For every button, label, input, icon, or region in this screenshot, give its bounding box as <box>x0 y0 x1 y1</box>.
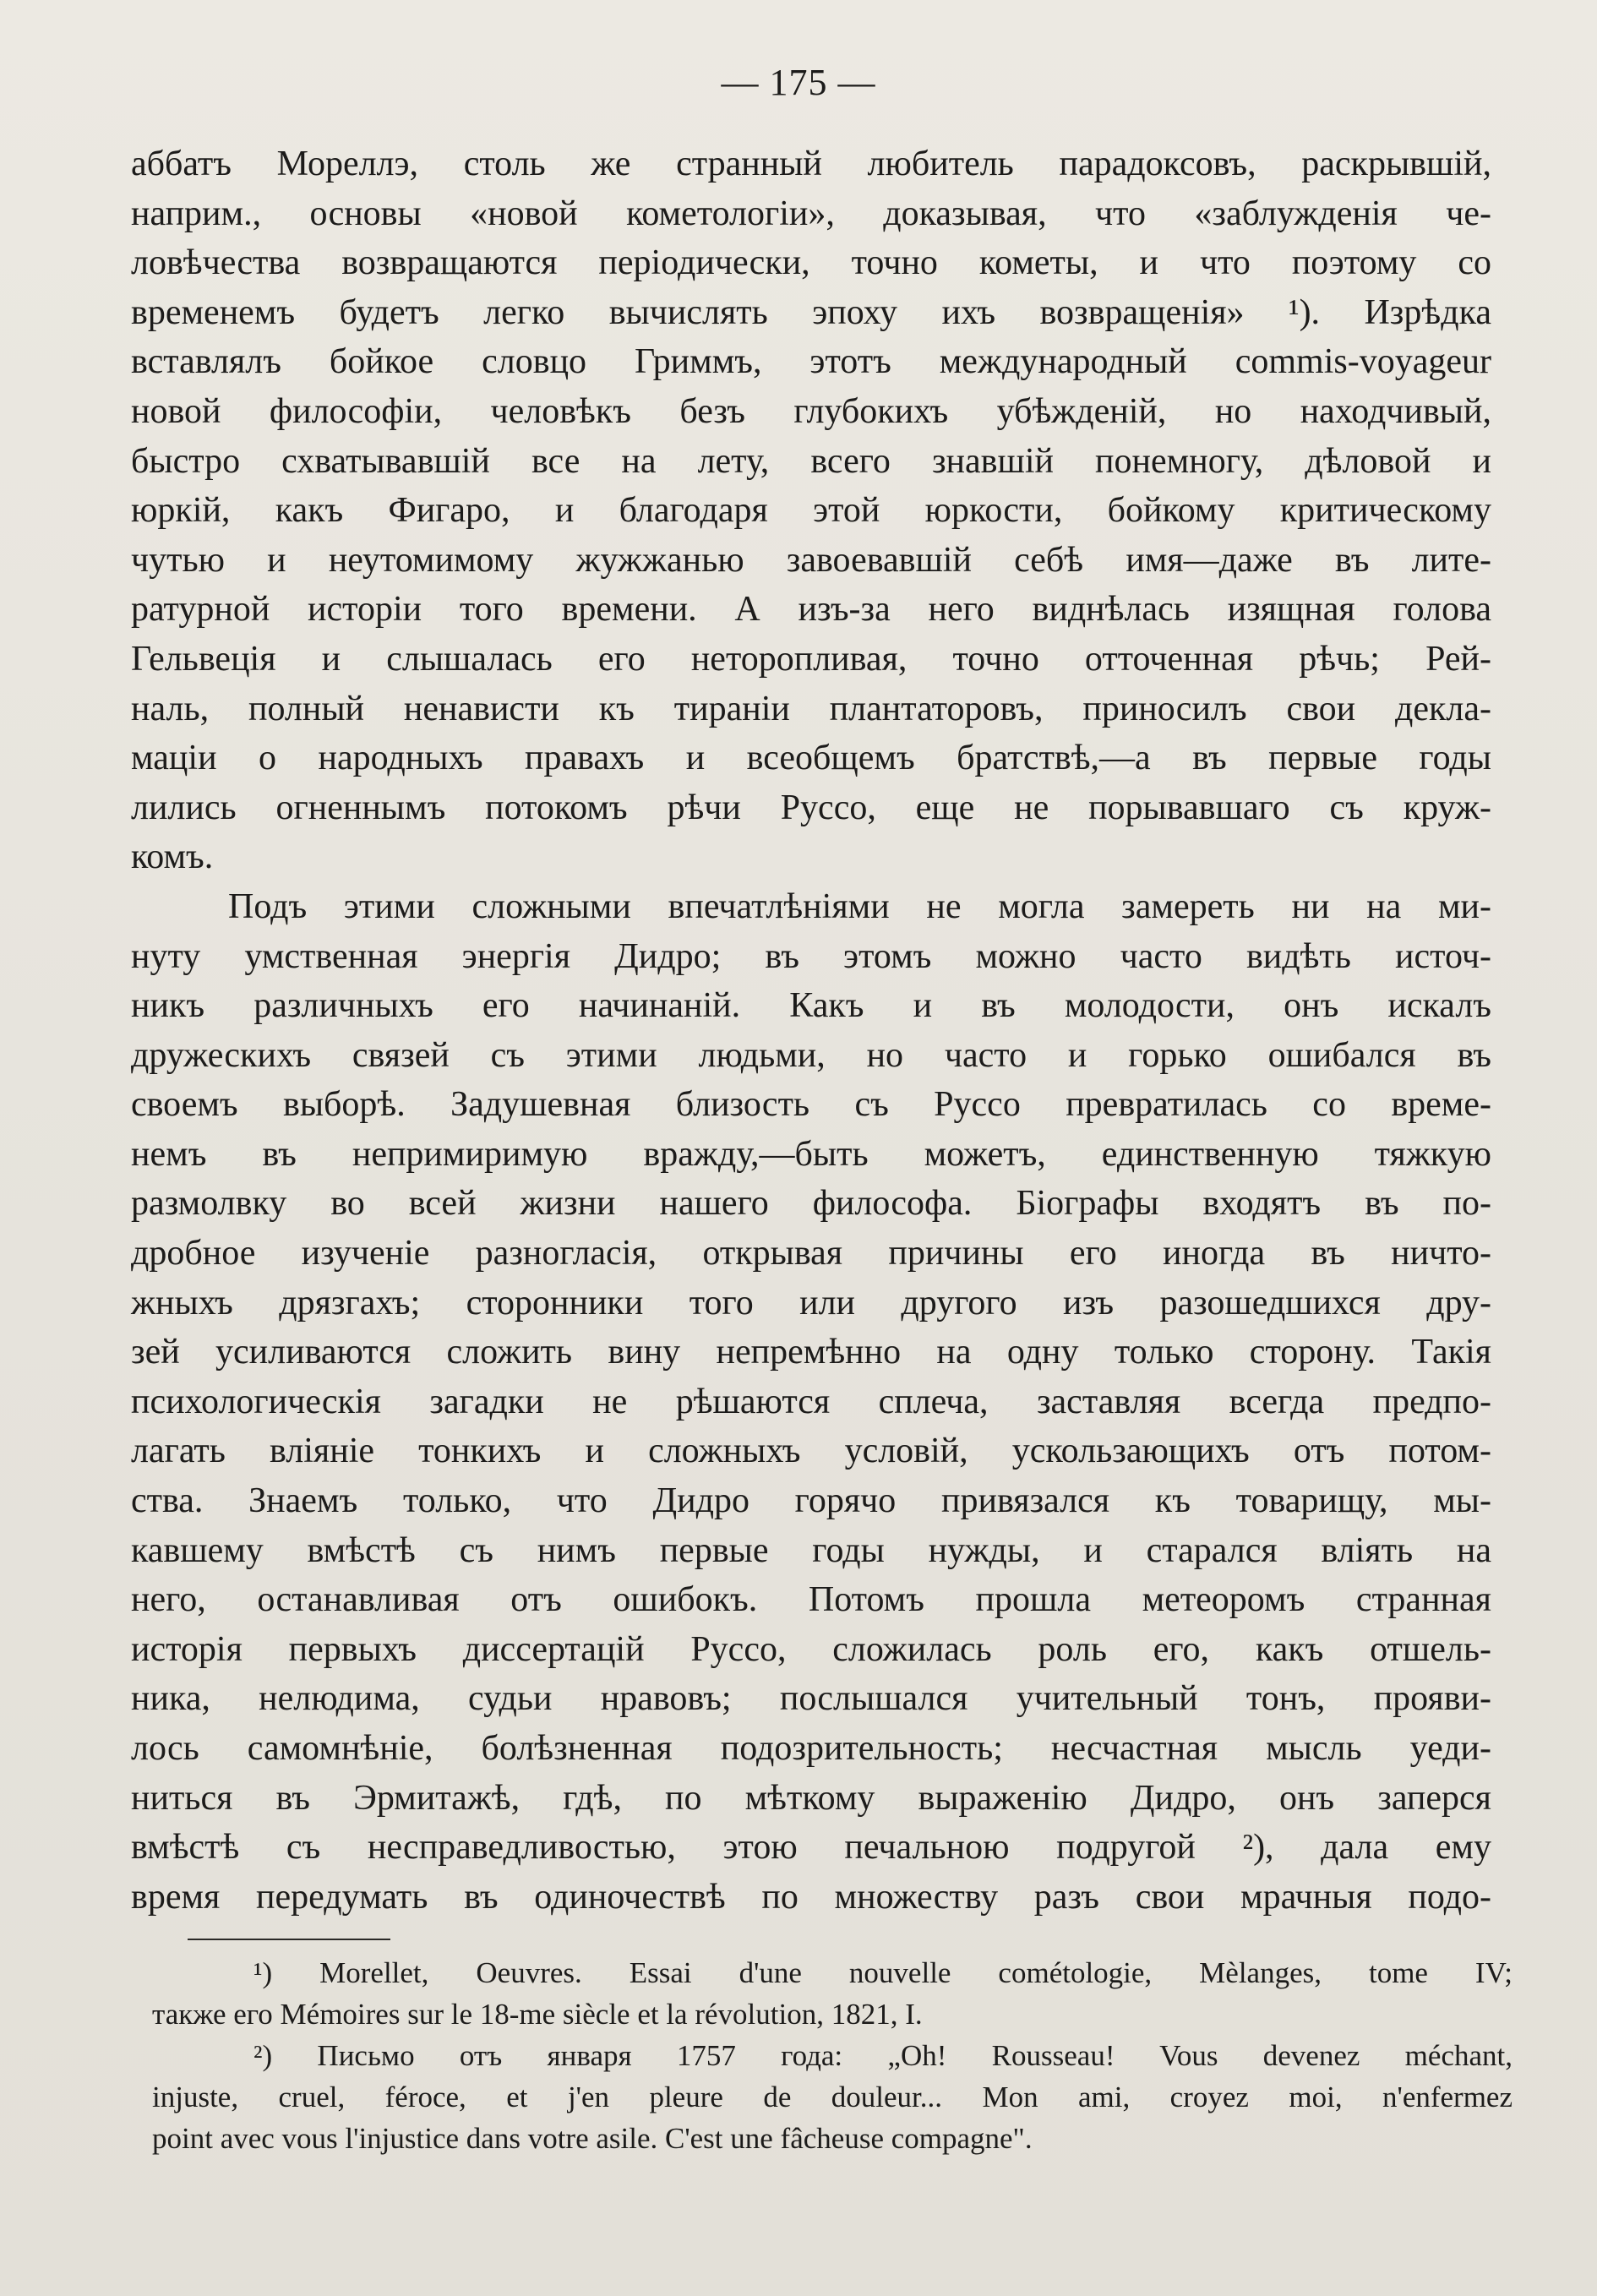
paragraph-2 <box>131 882 1491 1922</box>
text-line: никъ различныхъ его начинаній. Какъ и въ молодости, онъ искалъ <box>131 986 1491 1026</box>
footnote-divider <box>188 1939 390 1940</box>
body-text <box>131 139 1491 1922</box>
text-line: исторія первыхъ диссертацій Руссо, сложилась роль его, какъ отшель- <box>131 1629 1491 1669</box>
text-line: кавшему вмѣстѣ съ нимъ первые годы нужды, и старался вліять на <box>131 1530 1491 1570</box>
text-line: новой философіи, человѣкъ безъ глубокихъ убѣжденій, но находчивый, <box>131 391 1491 431</box>
text-line: Подъ этими сложными впечатлѣніями не могла замереть ни на ми- <box>228 886 1491 926</box>
text-line: лагать вліяніе тонкихъ и сложныхъ условій, ускользающихъ отъ потом- <box>131 1432 1491 1471</box>
footnote-1 <box>152 1952 1513 2035</box>
text-line: своемъ выборѣ. Задушевная близость съ Руссо превратилась со време- <box>131 1085 1491 1125</box>
page-number: — 175 — <box>721 62 876 103</box>
text-line: него, останавливая отъ ошибокъ. Потомъ прошла метеоромъ странная <box>131 1580 1491 1620</box>
text-line: ника, нелюдима, судьи нравовъ; послышался учительный тонъ, прояви- <box>131 1679 1491 1719</box>
text-line: комъ. <box>131 837 214 877</box>
footnotes <box>152 1952 1513 2159</box>
text-line: немъ въ непримиримую вражду,—быть можетъ, единственную тяжкую <box>131 1134 1491 1174</box>
text-line: наль, полный ненависти къ тираніи плантаторовъ, приносилъ свои декла- <box>131 689 1491 728</box>
text-line: зей усиливаются сложить вину непремѣнно на одну только сторону. Такія <box>131 1333 1491 1372</box>
text-line: чутью и неутомимому жужжанью завоевавшій себѣ имя—даже въ лите- <box>131 540 1491 580</box>
footnote-2 <box>152 2035 1513 2159</box>
text-line: вставлялъ бойкое словцо Гриммъ, этотъ международный commis-voyageur <box>131 342 1491 382</box>
text-line: лось самомнѣніе, болѣзненная подозрительность; несчастная мысль уеди- <box>131 1729 1491 1768</box>
text-line: дробное изученіе разногласія, открывая причины его иногда въ ничто- <box>131 1234 1491 1273</box>
text-line: Гельвеція и слышалась его неторопливая, точно отточенная рѣчь; Рей- <box>131 639 1491 679</box>
text-line: лились огненнымъ потокомъ рѣчи Руссо, еще не порывавшаго съ круж- <box>131 788 1491 827</box>
text-line: ловѣчества возвращаются періодически, точно кометы, и что поэтому со <box>131 243 1491 283</box>
text-line: жныхъ дрязгахъ; сторонники того или другого изъ разошедшихся дру- <box>131 1283 1491 1323</box>
text-line: маціи о народныхъ правахъ и всеобщемъ братствѣ,—а въ первые годы <box>131 739 1491 778</box>
text-line: ратурной исторіи того времени. А изъ-за него виднѣлась изящная голова <box>131 590 1491 630</box>
text-line: наприм., основы «новой кометологіи», доказывая, что «заблужденія че- <box>131 194 1491 233</box>
text-line: аббатъ Мореллэ, столь же странный любитель парадоксовъ, раскрывшій, <box>131 145 1491 183</box>
text-line: временемъ будетъ легко вычислять эпоху ихъ возвращенія» ¹). Изрѣдка <box>131 292 1491 332</box>
text-line: ниться въ Эрмитажѣ, гдѣ, по мѣткому выраженію Дидро, онъ заперся <box>131 1778 1491 1818</box>
footnote-line: ¹) Morellet, Oeuvres. Essai d'une nouvelle cométologie, Mèlanges, tome IV; <box>253 1956 1513 1989</box>
footnote-line: injuste, cruel, féroce, et j'en pleure de douleur... Mon ami, croyez moi, n'enfermez <box>152 2081 1513 2113</box>
footnote-line: также его Mémoires sur le 18-me siècle et la révolution, 1821, I. <box>152 1998 923 2031</box>
text-line: размолвку во всей жизни нашего философа. Біографы входятъ въ по- <box>131 1184 1491 1224</box>
text-line: ства. Знаемъ только, что Дидро горячо привязался къ товарищу, мы- <box>131 1481 1491 1521</box>
text-line: дружескихъ связей съ этими людьми, но часто и горько ошибался въ <box>131 1035 1491 1075</box>
text-line: юркій, какъ Фигаро, и благодаря этой юркости, бойкому критическому <box>131 491 1491 531</box>
paragraph-1 <box>131 139 1491 882</box>
text-line: быстро схватывавшій все на лету, всего знавшій понемногу, дѣловой и <box>131 441 1491 481</box>
text-line: вмѣстѣ съ несправедливостью, этою печальною подругой ²), дала ему <box>131 1828 1491 1868</box>
text-line: нуту умственная энергія Дидро; въ этомъ можно часто видѣть источ- <box>131 936 1491 976</box>
text-line: психологическія загадки не рѣшаются сплеча, заставляя всегда предпо- <box>131 1382 1491 1421</box>
footnote-line: point avec vous l'injustice dans votre asile. C'est une fâcheuse compagne". <box>152 2122 1033 2155</box>
footnote-line: ²) Письмо отъ января 1757 года: „Oh! Rousseau! Vous devenez méchant, <box>253 2039 1513 2072</box>
text-line: время передумать въ одиночествѣ по множеству разъ свои мрачныя подо- <box>131 1877 1491 1917</box>
